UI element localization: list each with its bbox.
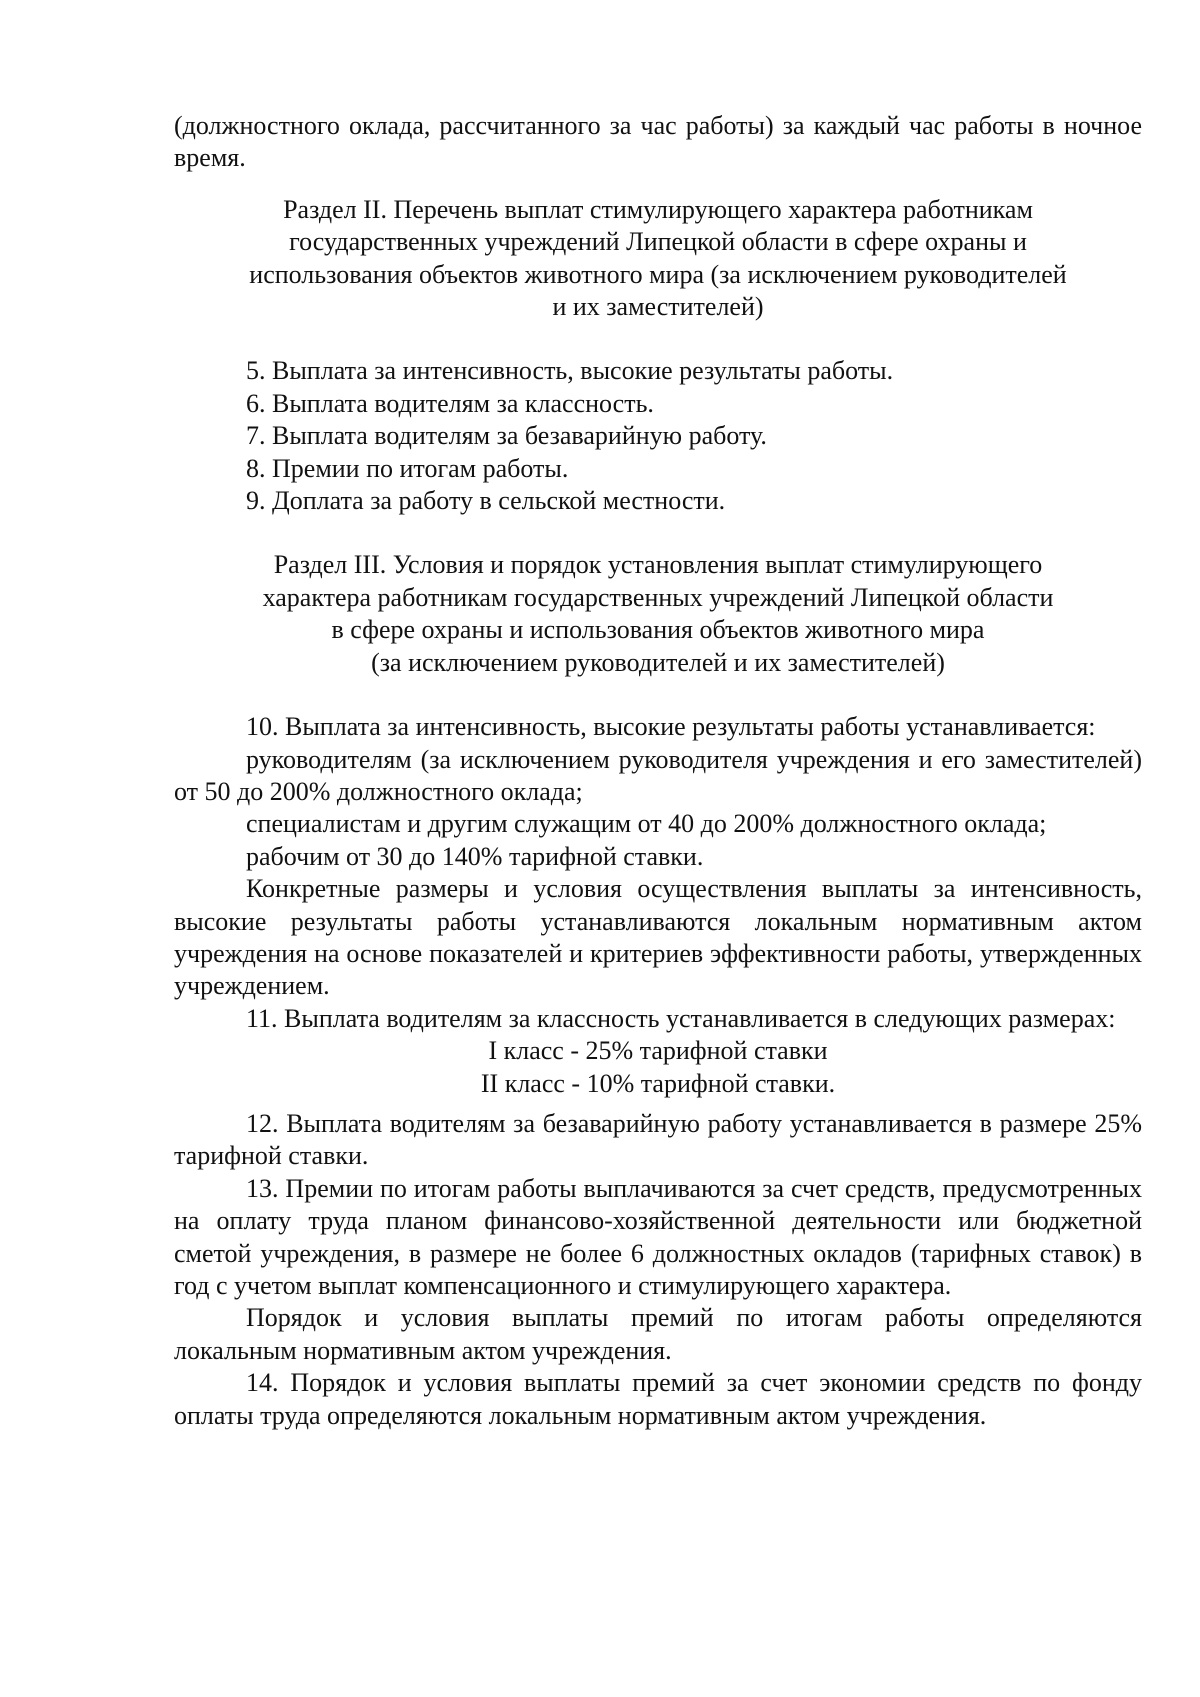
spacer [174, 1100, 1142, 1108]
document-page [174, 110, 1142, 1432]
spacer [174, 175, 1142, 194]
paragraph-12: 12. Выплата водителям за безаварийную работу устанавливается в размере 25% тарифной ставки. [174, 1108, 1142, 1171]
list-item: 8. Премии по итогам работы. [246, 453, 569, 483]
class-2-rate: II класс - 10% тарифной ставки. [480, 1068, 836, 1098]
paragraph-13-order: Порядок и условия выплаты премий по итогам работы определяются локальным нормативным актом учреждения. [174, 1303, 1142, 1365]
section-2-list [174, 355, 1142, 517]
paragraph-10: 10. Выплата за интенсивность, высокие результаты работы устанавливается: [246, 712, 1096, 742]
paragraph-10-specialists: специалистам и другим служащим от 40 до 200% должностного оклада; [246, 809, 1047, 839]
paragraph-14: 14. Порядок и условия выплаты премий за счет экономии средств по фонду оплаты труда определяются локальным нормативным актом учреждения. [174, 1368, 1142, 1430]
section-2-heading [174, 194, 1142, 324]
section-2-heading-line: Раздел II. Перечень выплат стимулирующего характера работникам [283, 194, 1033, 224]
list-item: 6. Выплата водителям за классность. [246, 388, 654, 418]
list-item: 7. Выплата водителям за безаварийную работу. [246, 421, 767, 451]
list-item: 5. Выплата за интенсивность, высокие результаты работы. [246, 356, 894, 386]
paragraph-11: 11. Выплата водителям за классность устанавливается в следующих размерах: [246, 1003, 1116, 1033]
spacer [174, 679, 1142, 711]
class-1-rate: I класс - 25% тарифной ставки [488, 1036, 828, 1066]
section-2-heading-line: и их заместителей) [552, 292, 764, 322]
spacer [174, 323, 1142, 355]
section-3-heading-line: Раздел III. Условия и порядок установления выплат стимулирующего [273, 550, 1043, 580]
section-2-heading-line: использования объектов животного мира (за исключением руководителей [249, 259, 1067, 289]
paragraph-13: 13. Премии по итогам работы выплачиваются за счет средств, предусмотренных на оплату труда планом финансово-хозяйственной деятельности или бюджетной сметой учреждения, в размере не более 6 должностных окладов (тарифных ставок) в год с учетом выплат компенсационного и стимулирующего характера. [174, 1173, 1142, 1300]
section-3-heading [174, 549, 1142, 679]
paragraph-10-workers: рабочим от 30 до 140% тарифной ставки. [246, 841, 704, 871]
paragraph-10-managers: руководителям (за исключением руководителя учреждения и его заместителей) от 50 до 200% должностного оклада; [174, 744, 1142, 806]
section-3-heading-line: в сфере охраны и использования объектов животного мира [331, 615, 985, 645]
section-2-heading-line: государственных учреждений Липецкой области в сфере охраны и [289, 227, 1027, 257]
spacer [174, 517, 1142, 549]
paragraph-10-details: Конкретные размеры и условия осуществления выплаты за интенсивность, высокие результаты работы устанавливаются локальным нормативным актом учреждения на основе показателей и критериев эффективности работы, утвержденных учреждением. [174, 874, 1142, 1001]
section-3-heading-line: характера работникам государственных учреждений Липецкой области [262, 582, 1054, 612]
intro-paragraph: (должностного оклада, рассчитанного за час работы) за каждый час работы в ночное время. [174, 111, 1142, 173]
section-3-heading-line: (за исключением руководителей и их заместителей) [371, 647, 945, 677]
list-item: 9. Доплата за работу в сельской местности. [246, 486, 726, 516]
